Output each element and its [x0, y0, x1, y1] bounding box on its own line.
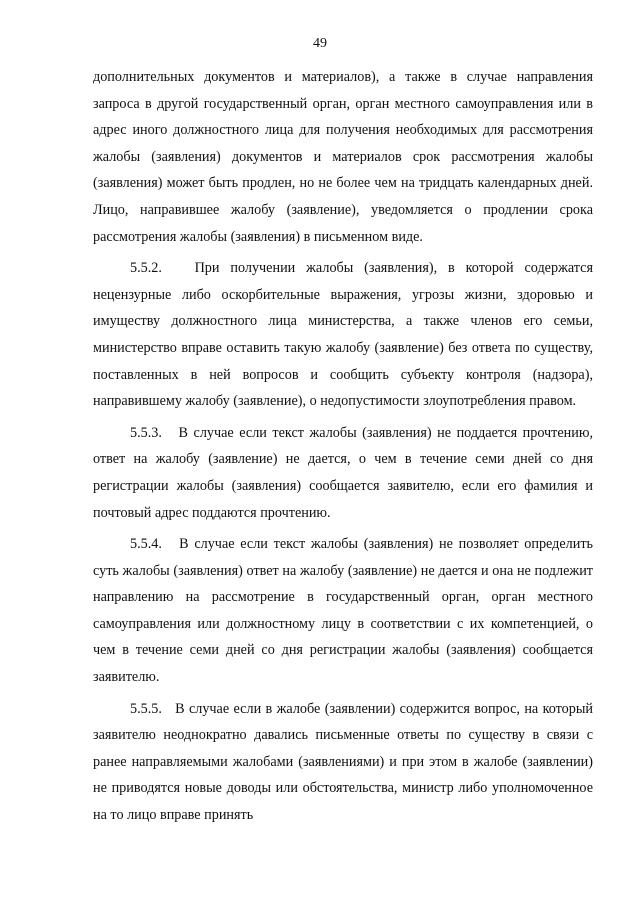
- page-number: 49: [313, 36, 327, 51]
- paragraph-5-5-3: [93, 420, 593, 526]
- paragraph-text: В случае если текст жалобы (заявления) не поддается прочтению, ответ на жалобу (заявление) не дается, о чем в течение семи дней со дня регистрации жалобы (заявления) сообщается заявителю, если его фамилия и почтовый адрес поддаются прочтению.: [93, 424, 594, 521]
- clause-number: 5.5.5.: [130, 700, 162, 717]
- paragraph-5-5-5: [93, 696, 593, 829]
- paragraph-5-5-4: [93, 531, 593, 691]
- paragraph-continuation: [93, 64, 593, 250]
- paragraph-text: При получении жалобы (заявления), в которой содержатся нецензурные либо оскорбительные выражения, угрозы жизни, здоровью и имуществу должностного лица министерства, а также членов его семьи, министерство вправе оставить такую жалобу (заявление) без ответа по существу, поставленных в ней вопросов и сообщить субъекту контроля (надзора), направившему жалобу (заявление), о недопустимости злоупотребления правом.: [93, 260, 594, 410]
- document-body: [93, 64, 593, 829]
- paragraph-5-5-2: [93, 255, 593, 415]
- paragraph-text: дополнительных документов и материалов), а также в случае направления запроса в другой государственный орган, орган местного самоуправления или в адрес иного должностного лица для получения необходимых для рассмотрения жалобы (заявления) документов и материалов срок рассмотрения жалобы (заявления) может быть продлен, но не более чем на тридцать календарных дней. Лицо, направившее жалобу (заявление), уведомляется о продлении срока рассмотрения жалобы (заявления) в письменном виде.: [93, 69, 593, 245]
- clause-number: 5.5.4.: [130, 536, 162, 553]
- clause-number: 5.5.3.: [130, 424, 162, 441]
- clause-number: 5.5.2.: [130, 260, 162, 277]
- paragraph-text: В случае если текст жалобы (заявления) не позволяет определить суть жалобы (заявления) ответ на жалобу (заявление) не дается и она не подлежит направлению на рассмотрение в государственный орган, орган местного самоуправления или должностному лицу в соответствии с их компетенцией, о чем в течение семи дней со дня регистрации жалобы (заявления) сообщается заявителю.: [93, 536, 594, 686]
- paragraph-text: В случае если в жалобе (заявлении) содержится вопрос, на который заявителю неоднократно давались письменные ответы по существу в связи с ранее направляемыми жалобами (заявлениями) и при этом в жалобе (заявлении) не приводятся новые доводы или обстоятельства, министр либо уполномоченное на то лицо вправе принять: [93, 700, 593, 824]
